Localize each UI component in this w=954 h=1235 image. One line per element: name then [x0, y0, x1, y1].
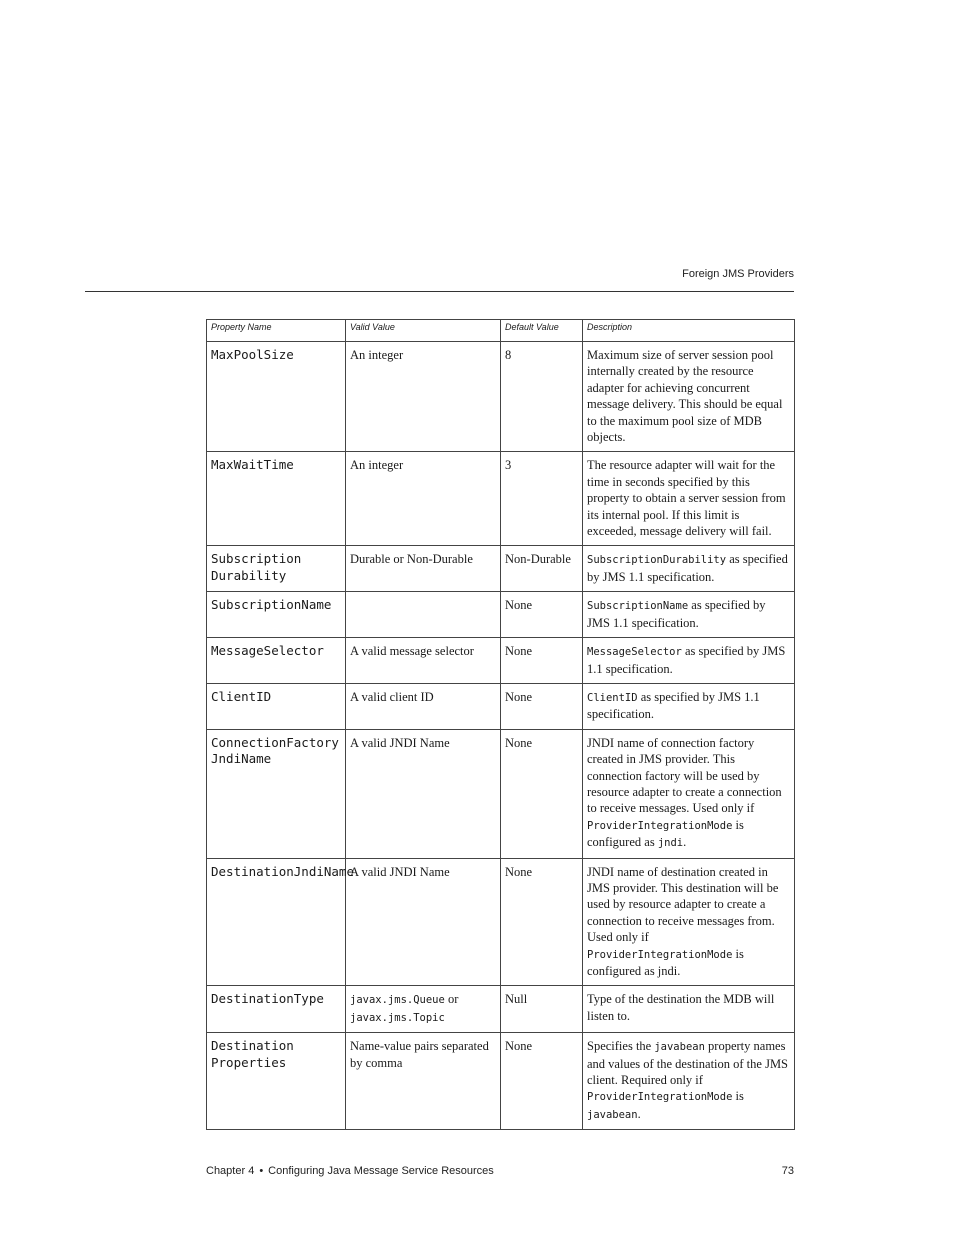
- description-code: ProviderIntegrationMode: [587, 1091, 733, 1104]
- default-value-cell: Null: [501, 986, 583, 1033]
- property-name: JndiName: [211, 751, 272, 767]
- valid-value-cell: [346, 638, 501, 684]
- description-cell: [583, 638, 795, 684]
- property-name-cell: [207, 729, 346, 858]
- valid-value-text: A valid JNDI Name: [350, 864, 450, 879]
- valid-value-text: Durable or Non-Durable: [350, 552, 473, 567]
- description-text: Type of the destination the MDB will listen to.: [587, 992, 775, 1023]
- property-name-cell: [207, 452, 346, 546]
- property-name-cell: [207, 858, 354, 986]
- default-value-cell: None: [501, 858, 583, 986]
- valid-value-cell: [346, 729, 501, 858]
- valid-value-text: A valid message selector: [350, 644, 474, 659]
- table-row: [207, 683, 795, 729]
- property-name-cell: [207, 683, 346, 729]
- property-name: MessageSelector: [211, 643, 324, 659]
- valid-value-code: javax.jms.Topic: [350, 1011, 445, 1024]
- column-header-description: Description: [583, 320, 795, 342]
- default-value-cell: Non-Durable: [501, 546, 583, 592]
- property-name: MaxPoolSize: [211, 347, 294, 362]
- description-cell: [583, 683, 795, 729]
- default-value-cell: None: [501, 1033, 583, 1130]
- description-text: as specified by JMS 1.1 specification.: [587, 644, 786, 676]
- property-name-cell: [207, 1033, 346, 1130]
- description-code: ProviderIntegrationMode: [587, 948, 733, 961]
- footer-chapter: Chapter 4: [206, 1165, 255, 1177]
- running-header: Foreign JMS Providers: [682, 268, 794, 280]
- valid-value-cell: [346, 546, 501, 592]
- valid-value-text: or: [444, 992, 459, 1007]
- footer-bullet: •: [259, 1165, 264, 1177]
- description-cell: [583, 592, 795, 638]
- default-value-cell: None: [501, 592, 583, 638]
- property-name: ClientID: [211, 688, 272, 704]
- description-cell: [583, 729, 795, 858]
- description-code: ClientID: [587, 691, 638, 704]
- table-body: [207, 342, 795, 1130]
- property-name: Properties: [211, 1054, 287, 1070]
- default-value-cell: None: [501, 683, 583, 729]
- description-text: JNDI name of destination created in JMS provider. This destination will be used by resource adapter to create a connection to receive messages from. Used only if: [587, 864, 779, 945]
- description-text: property names and values of the destination of the JMS client. Required only if: [587, 1039, 789, 1088]
- description-code: SubscriptionDurability: [587, 554, 727, 567]
- table-row: [207, 638, 795, 684]
- valid-value-cell: [346, 1033, 501, 1130]
- valid-value-cell: [346, 858, 501, 986]
- footer-chapter-title: Configuring Java Message Service Resources: [268, 1165, 494, 1177]
- description-text: as specified by JMS 1.1 specification.: [587, 552, 788, 584]
- property-name: SubscriptionName: [211, 597, 332, 613]
- description-text: JNDI name of connection factory created in JMS provider. This connection factory will be used by resource adapter to create a connection to receive messages. Used only if: [587, 735, 782, 816]
- description-text: is configured as: [587, 817, 744, 850]
- valid-value-text: A valid JNDI Name: [350, 735, 450, 750]
- description-cell: [583, 342, 795, 452]
- valid-value-cell: [346, 986, 501, 1033]
- property-name-cell: [207, 638, 346, 684]
- property-name: MaxWaitTime: [211, 457, 294, 473]
- valid-value-cell: [346, 452, 501, 546]
- default-value-cell: 3: [501, 452, 583, 546]
- footer-chapter-line: [206, 1165, 494, 1177]
- table-row: [207, 592, 795, 638]
- valid-value-text: A valid client ID: [350, 689, 434, 704]
- footer-page-number: 73: [781, 1165, 794, 1177]
- default-value-cell: None: [501, 729, 583, 858]
- description-text: .: [637, 1106, 641, 1121]
- property-name: Subscription: [211, 551, 302, 567]
- property-name-cell: [207, 546, 346, 592]
- valid-value-code: javax.jms.Queue: [350, 994, 445, 1007]
- valid-value-text: Name-value pairs separated by comma: [350, 1039, 489, 1070]
- description-text: is: [732, 1089, 744, 1104]
- description-cell: [583, 452, 795, 546]
- description-text: The resource adapter will wait for the time in seconds specified by this property to obtain a server session from its internal pool. If this limit is exceeded, message delivery will fail.: [587, 458, 786, 539]
- header-rule: [85, 291, 794, 292]
- description-text: Maximum size of server session pool internally created by the resource adapter for achieving concurrent message delivery. This should be equal to the maximum pool size of MDB objects.: [587, 348, 783, 445]
- property-name: Durability: [211, 567, 287, 583]
- valid-value-cell: [346, 592, 501, 638]
- property-name: Destination: [211, 1038, 294, 1054]
- description-cell: [583, 986, 795, 1033]
- valid-value-text: An integer: [350, 458, 404, 473]
- table-row: [207, 729, 795, 858]
- description-text: Specifies the: [587, 1039, 655, 1054]
- table-row: [207, 342, 795, 452]
- property-name-cell: [207, 592, 346, 638]
- table-row: [207, 1033, 795, 1130]
- table-row: [207, 986, 795, 1033]
- description-code: ProviderIntegrationMode: [587, 819, 733, 832]
- column-header-valid-value: Valid Value: [346, 320, 501, 342]
- column-header-default-value: Default Value: [501, 320, 583, 342]
- property-name-cell: [207, 986, 346, 1033]
- default-value-cell: None: [501, 638, 583, 684]
- description-cell: [583, 858, 795, 986]
- description-code: jndi: [657, 837, 684, 850]
- property-name-cell: [207, 342, 346, 452]
- default-value-cell: 8: [501, 342, 583, 452]
- description-cell: [583, 1033, 795, 1130]
- description-code: javabean: [587, 1108, 638, 1121]
- valid-value-text: An integer: [350, 348, 404, 362]
- property-name: DestinationJndiName: [211, 863, 354, 879]
- valid-value-cell: [346, 683, 501, 729]
- properties-table: [206, 319, 795, 1130]
- table-header-row: [207, 320, 795, 342]
- valid-value-cell: [346, 342, 501, 452]
- description-code: SubscriptionName: [587, 600, 689, 613]
- property-name: DestinationType: [211, 991, 324, 1007]
- property-name: ConnectionFactory: [211, 734, 339, 750]
- description-code: MessageSelector: [587, 646, 682, 659]
- table-row: [207, 858, 795, 986]
- column-header-property-name: Property Name: [207, 320, 346, 342]
- description-text: is configured as jndi.: [587, 946, 744, 978]
- description-cell: [583, 546, 795, 592]
- description-text: as specified by JMS 1.1 specification.: [587, 598, 766, 630]
- table-row: [207, 452, 795, 546]
- description-text: as specified by JMS 1.1 specification.: [587, 689, 760, 722]
- table-row: [207, 546, 795, 592]
- description-code: javabean: [654, 1041, 705, 1054]
- description-text: .: [683, 835, 687, 850]
